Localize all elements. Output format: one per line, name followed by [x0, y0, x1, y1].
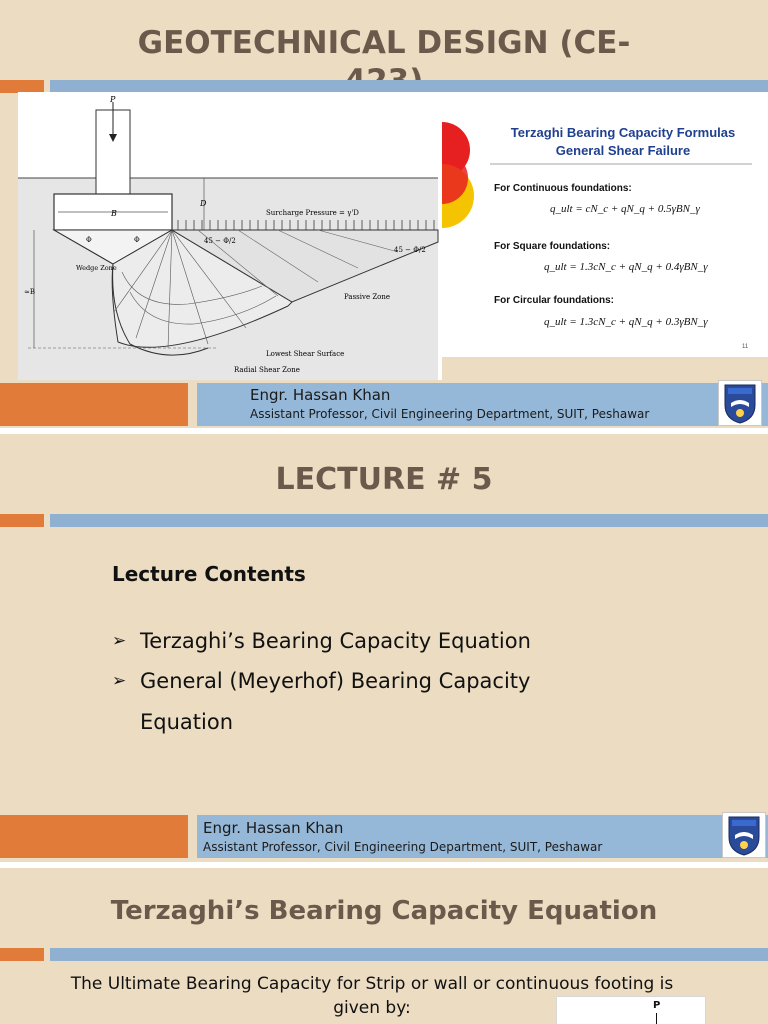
accent-rule-blue [50, 514, 768, 527]
failure-zone-diagram-svg [18, 92, 442, 380]
failure-zone-diagram [18, 92, 442, 380]
phi-right: Φ [134, 236, 140, 244]
accent-rule-orange [0, 514, 44, 527]
circular-label: For Circular foundations: [494, 295, 614, 306]
slide-1-title-line-1: GEOTECHNICAL DESIGN (CE- [137, 25, 631, 61]
university-crest-icon [723, 813, 765, 857]
accent-rule-blue [50, 948, 768, 961]
surcharge-label: Surcharge Pressure = γ'D [266, 209, 359, 217]
accent-rule-orange [0, 948, 44, 961]
phi-left: Φ [86, 236, 92, 244]
continuous-label: For Continuous foundations: [494, 183, 632, 194]
load-arrow-icon [656, 1013, 657, 1024]
author-name: Engr. Hassan Khan [203, 819, 344, 837]
width-label: B [111, 209, 117, 218]
load-label: P [653, 1000, 661, 1011]
angle-label-right: 45 − Φ/2 [394, 246, 426, 254]
strip-footing-figure [556, 996, 706, 1024]
author-role: Assistant Professor, Civil Engineering Department, SUIT, Peshawar [203, 840, 603, 854]
bullet-text: Terzaghi’s Bearing Capacity Equation [140, 629, 531, 653]
footer-orange-bar [0, 383, 188, 426]
university-crest-icon [719, 381, 761, 425]
formula-panel-svg [442, 92, 768, 357]
body-line-2: given by: [333, 998, 411, 1018]
lowest-shear-label: Lowest Shear Surface [266, 350, 345, 358]
slide-3-title: Terzaghi’s Bearing Capacity Equation [110, 896, 658, 926]
square-equation: q_ult = 1.3cN_c + qN_q + 0.4γBN_γ [544, 261, 708, 273]
arrow-bullet-icon: ➢ [112, 631, 127, 651]
arrow-bullet-icon: ➢ [112, 671, 127, 691]
wedge-zone-label: Wedge Zone [76, 264, 117, 272]
load-label: P [110, 95, 116, 104]
formula-heading-2: General Shear Failure [555, 143, 691, 158]
body-line-1: The Ultimate Bearing Capacity for Strip or wall or continuous footing is [70, 974, 674, 994]
radial-zone-label: Radial Shear Zone [234, 366, 300, 374]
approx-b-label: ≈B [24, 288, 36, 296]
footer-orange-bar [0, 815, 188, 858]
depth-label: D [200, 199, 207, 208]
author-name: Engr. Hassan Khan [250, 386, 391, 404]
slide-1 [0, 0, 768, 428]
bullet-text: Equation [140, 710, 234, 734]
author-role: Assistant Professor, Civil Engineering Department, SUIT, Peshawar [250, 407, 650, 421]
university-logo [718, 380, 762, 426]
terzaghi-formula-panel [442, 92, 768, 357]
slide-2-title: LECTURE # 5 [275, 462, 493, 497]
passive-zone-label: Passive Zone [344, 293, 391, 301]
square-label: For Square foundations: [494, 241, 611, 252]
formula-page-number: 11 [742, 344, 749, 350]
circular-equation: q_ult = 1.3cN_c + qN_q + 0.3γBN_γ [544, 316, 708, 328]
university-logo [722, 812, 766, 858]
angle-label-left: 45 − Φ/2 [204, 237, 236, 245]
lecture-contents-heading: Lecture Contents [112, 562, 306, 586]
continuous-equation: q_ult = cN_c + qN_q + 0.5γBN_γ [550, 203, 700, 215]
formula-heading-1: Terzaghi Bearing Capacity Formulas [510, 125, 736, 140]
bullet-text: General (Meyerhof) Bearing Capacity [140, 669, 531, 693]
